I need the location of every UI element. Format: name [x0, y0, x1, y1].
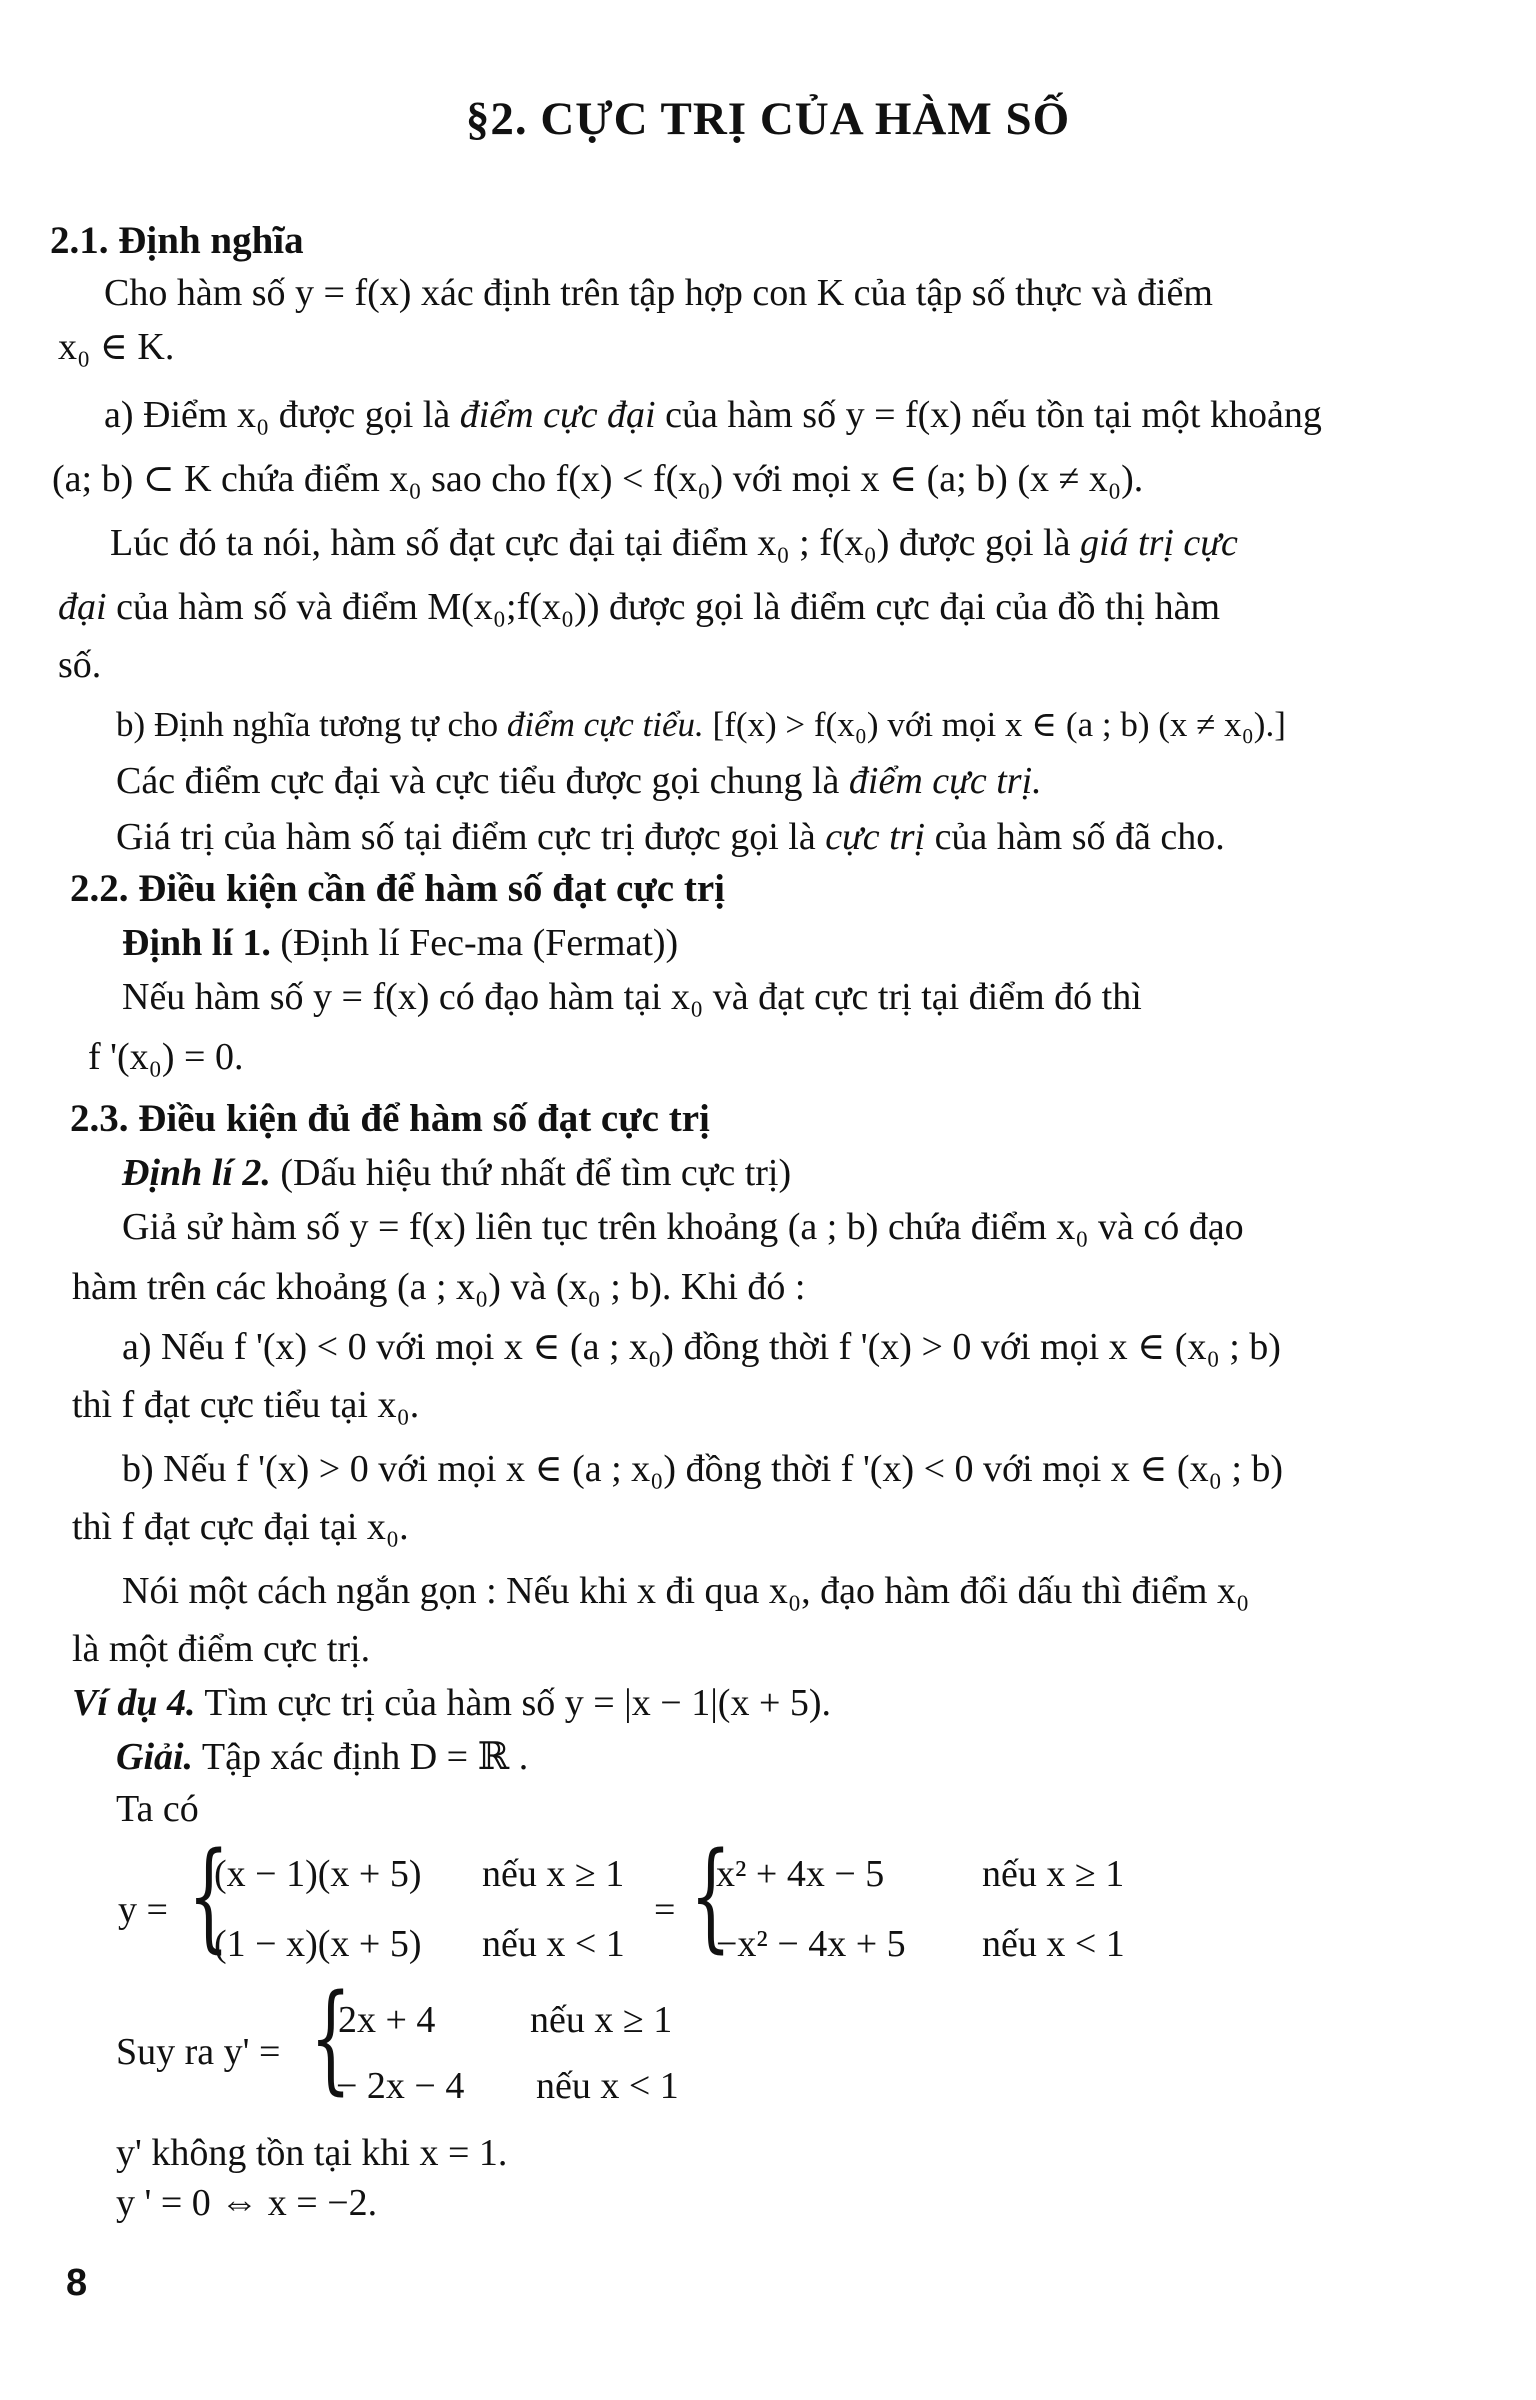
maximum-value-line-1: Lúc đó ta nói, hàm số đạt cực đại tại điểm x₀ ; f(x₀) được gọi là giá trị cực: [110, 522, 1238, 564]
case-3b: − 2x − 4: [336, 2065, 465, 2107]
left-brace-3: {: [310, 1968, 352, 2106]
case-1a: (x − 1)(x + 5): [214, 1853, 422, 1895]
theorem-2-a-line-2: thì f đạt cực tiểu tại x₀.: [72, 1384, 420, 1426]
cond-1a: nếu x ≥ 1: [482, 1853, 625, 1895]
cond-3a: nếu x ≥ 1: [530, 1999, 673, 2041]
theorem-1-line-1: Nếu hàm số y = f(x) có đạo hàm tại x₀ và đạt cực trị tại điểm đó thì: [122, 976, 1142, 1018]
case-3a: 2x + 4: [338, 1999, 436, 2041]
page-title: §2. CỰC TRỊ CỦA HÀM SỐ: [465, 93, 1071, 145]
section-2-1-heading: 2.1. Định nghĩa: [50, 219, 304, 262]
ta-co-line: Ta có: [116, 1788, 199, 1830]
theorem-2-title: Định lí 2. (Dấu hiệu thứ nhất để tìm cực trị): [122, 1152, 792, 1194]
cond-2b: nếu x < 1: [982, 1923, 1125, 1965]
definition-b-line: b) Định nghĩa tương tự cho điểm cực tiểu. [f(x) > f(x₀) với mọi x ∈ (a ; b) (x ≠ x₀).]: [116, 705, 1286, 744]
cond-3b: nếu x < 1: [536, 2065, 679, 2107]
result-line-2: y ' = 0 ⇔ x = −2.: [116, 2182, 378, 2224]
cond-2a: nếu x ≥ 1: [982, 1853, 1125, 1895]
case-2b: −x² − 4x + 5: [716, 1923, 906, 1965]
equals-sign: =: [654, 1889, 676, 1931]
theorem-2-line-2: hàm trên các khoảng (a ; x₀) và (x₀ ; b). Khi đó :: [72, 1266, 806, 1308]
case-2a: x² + 4x − 5: [716, 1853, 885, 1895]
section-2-3-heading: 2.3. Điều kiện đủ để hàm số đạt cực trị: [70, 1097, 710, 1140]
section-2-2-heading: 2.2. Điều kiện cần để hàm số đạt cực trị: [70, 867, 725, 910]
solution-line: Giải. Tập xác định D = ℝ .: [116, 1736, 529, 1778]
suy-ra-label: Suy ra y' =: [116, 2031, 281, 2073]
left-brace-2: {: [690, 1826, 732, 1964]
y-equals: y =: [118, 1889, 168, 1931]
definition-line-1: Cho hàm số y = f(x) xác định trên tập hợp con K của tập số thực và điểm: [104, 272, 1213, 314]
theorem-1-line-2: f '(x₀) = 0.: [88, 1036, 244, 1078]
cond-1b: nếu x < 1: [482, 1923, 625, 1965]
extremum-points-line: Các điểm cực đại và cực tiểu được gọi chung là điểm cực trị.: [116, 760, 1042, 802]
definition-line-2: x₀ ∈ K.: [58, 326, 175, 368]
theorem-2-b-line-1: b) Nếu f '(x) > 0 với mọi x ∈ (a ; x₀) đồng thời f '(x) < 0 với mọi x ∈ (x₀ ; b): [122, 1448, 1284, 1490]
summary-line-2: là một điểm cực trị.: [72, 1628, 371, 1670]
page-number: 8: [66, 2262, 88, 2304]
definition-a-line-1: a) Điểm x₀ được gọi là điểm cực đại của hàm số y = f(x) nếu tồn tại một khoảng: [104, 394, 1322, 436]
theorem-2-line-1: Giả sử hàm số y = f(x) liên tục trên khoảng (a ; b) chứa điểm x₀ và có đạo: [122, 1206, 1244, 1248]
maximum-value-line-3: số.: [58, 644, 102, 686]
left-brace-1: {: [188, 1826, 230, 1964]
summary-line-1: Nói một cách ngắn gọn : Nếu khi x đi qua x₀, đạo hàm đổi dấu thì điểm x₀: [122, 1570, 1250, 1612]
example-4-line: Ví dụ 4. Tìm cực trị của hàm số y = |x − 1|(x + 5).: [72, 1682, 832, 1724]
theorem-2-b-line-2: thì f đạt cực đại tại x₀.: [72, 1506, 409, 1548]
theorem-2-a-line-1: a) Nếu f '(x) < 0 với mọi x ∈ (a ; x₀) đồng thời f '(x) > 0 với mọi x ∈ (x₀ ; b): [122, 1326, 1281, 1368]
case-1b: (1 − x)(x + 5): [214, 1923, 422, 1965]
theorem-1-title: Định lí 1. (Định lí Fec-ma (Fermat)): [122, 922, 679, 964]
result-line-1: y' không tồn tại khi x = 1.: [116, 2132, 508, 2174]
maximum-value-line-2: đại của hàm số và điểm M(x₀;f(x₀)) được gọi là điểm cực đại của đồ thị hàm: [58, 586, 1221, 628]
extremum-value-line: Giá trị của hàm số tại điểm cực trị được gọi là cực trị của hàm số đã cho.: [116, 816, 1225, 858]
definition-a-line-2: (a; b) ⊂ K chứa điểm x₀ sao cho f(x) < f(x₀) với mọi x ∈ (a; b) (x ≠ x₀).: [52, 458, 1144, 500]
